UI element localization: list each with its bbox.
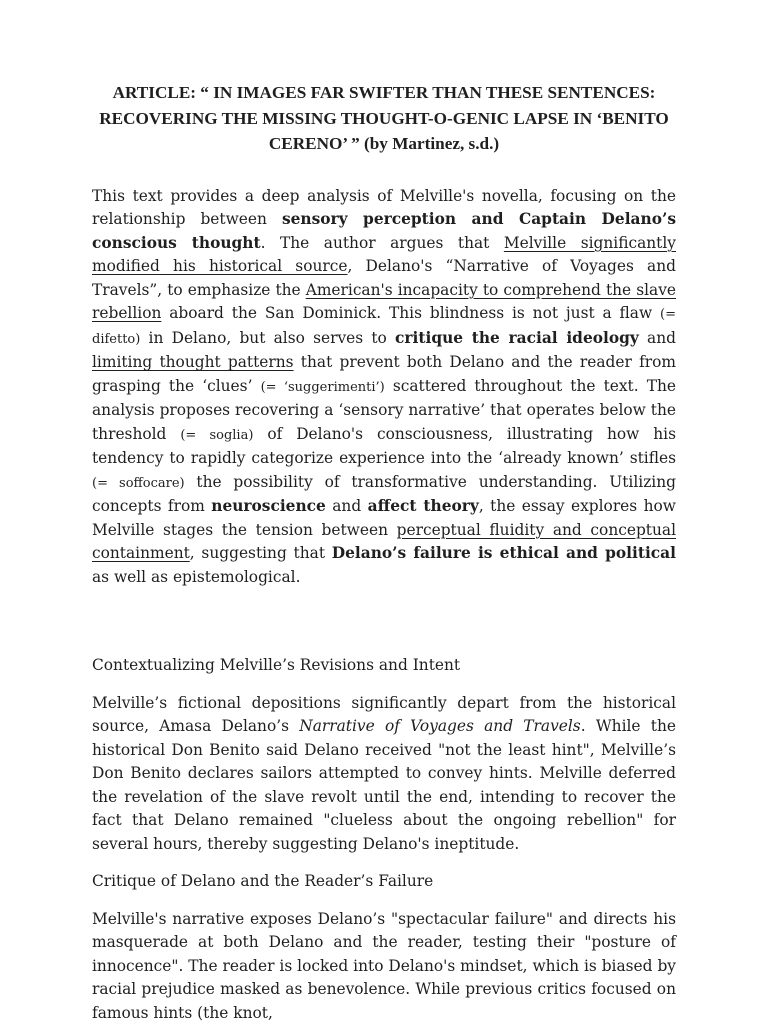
gloss-note: (= soffocare): [92, 476, 185, 491]
bold-phrase: Delano’s failure is ethical and political: [332, 544, 676, 562]
text-run: , Delano's “Narrative of Voyages and Travels”, to emphasize the: [92, 257, 676, 299]
text-run: , the essay explores how Melville stages the tension between: [92, 497, 676, 539]
text-run: of Delano's consciousness, illustrating how his tendency to rapidly categorize experience into the ‘: [92, 425, 676, 468]
section1-paragraph: [92, 692, 676, 857]
italic-title: Narrative of Voyages and Travels: [299, 717, 580, 735]
text-run: ’ that operates below the threshold: [92, 401, 676, 443]
underlined-phrase: American's incapacity to comprehend the slave rebellion: [92, 281, 676, 323]
underlined-phrase: Melville significantly modified his historical source: [92, 234, 676, 276]
section2-paragraph: Melville's narrative exposes Delano’s "spectacular failure" and directs his masquerade at both Delano and the reader, testing their "posture of innocence". The reader is locked into Delano's mindset, which is biased by racial prejudice masked as benevolence. While previous critics focused on famous hints (the knot,: [92, 908, 676, 1025]
bold-phrase: affect theory: [368, 497, 479, 515]
underlined-phrase: limiting thought patterns: [92, 353, 294, 371]
gloss-note: (= difetto): [92, 307, 676, 347]
text-run: . While the historical Don Benito said Delano received "not the least hint", Melville’s Don Benito declares sailors attempted to convey hints. Melville deferred the revelation of the slave revolt until the end, intending to recover the fact that Delano remained "clueless about the ongoing rebellion" for several hours, thereby suggesting Delano's ineptitude.: [92, 717, 676, 853]
text-run: and: [326, 497, 368, 515]
text-run: and: [639, 329, 676, 347]
document-page: [92, 80, 676, 1025]
text-run: sensory narrative: [343, 401, 480, 419]
text-run: aboard the San Dominick. This blindness is not just a flaw: [161, 304, 660, 322]
section-heading-critique: Critique of Delano and the Reader’s Failure: [92, 870, 676, 894]
text-run: already known: [503, 449, 619, 467]
underlined-phrase: perceptual fluidity and conceptual containment: [92, 521, 676, 563]
bold-phrase: neuroscience: [211, 497, 326, 515]
section-heading-contextualizing: Contextualizing Melville’s Revisions and Intent: [92, 654, 676, 678]
text-run: This text provides a deep analysis of Melville's novella, focusing on the relationship between: [92, 187, 676, 229]
text-run: , suggesting that: [190, 544, 332, 562]
gloss-note: (= soglia): [180, 428, 253, 443]
text-run: the possibility of transformative understanding. Utilizing concepts from: [92, 473, 676, 516]
title-line-1: ARTICLE: “ IN IMAGES FAR SWIFTER THAN THESE SENTENCES:: [78, 80, 690, 106]
text-run: that prevent both Delano and the reader from grasping the ‘clues’: [92, 353, 676, 395]
bold-phrase: critique the racial ideology: [395, 329, 639, 347]
title-line-2: RECOVERING THE MISSING THOUGHT-O-GENIC LAPSE IN ‘BENITO: [78, 106, 690, 132]
text-run: Melville’s fictional depositions significantly depart from the historical source, Amasa Delano’s: [92, 694, 676, 736]
text-run: ’ stifles: [619, 449, 676, 467]
abstract-paragraph: [92, 185, 676, 590]
gloss-note: (= ‘suggerimenti’): [261, 380, 385, 395]
text-run: scattered throughout the text. The analysis proposes recovering a ‘: [92, 377, 676, 420]
text-run: in Delano, but also serves to: [140, 329, 395, 347]
title-line-3: CERENO’ ” (by Martinez, s.d.): [78, 131, 690, 157]
text-run: as well as epistemological.: [92, 568, 300, 586]
bold-phrase: sensory perception and Captain Delano’s conscious thought: [92, 210, 676, 252]
text-run: . The author argues that: [261, 234, 504, 252]
article-title: [78, 80, 690, 157]
